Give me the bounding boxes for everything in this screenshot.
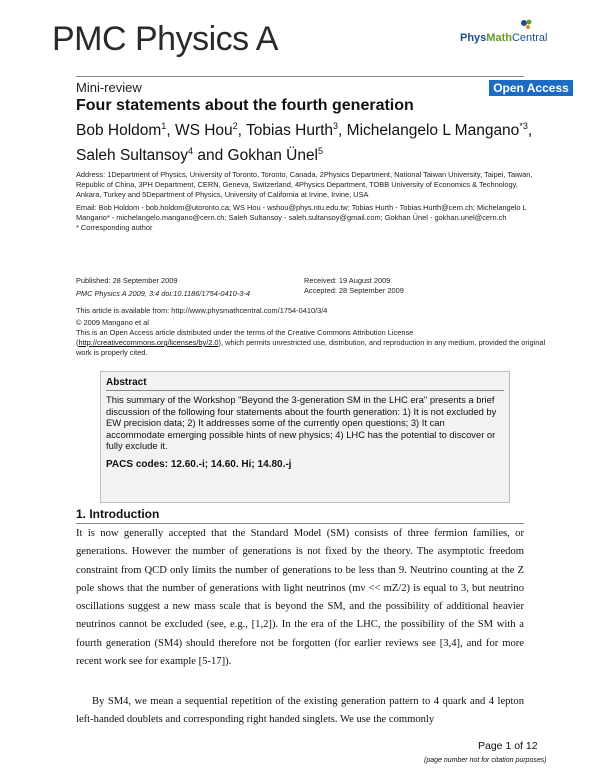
- authors-line-1: Bob Holdom$^1$, WS Hou$^2$, Tobias Hurth$^3$, Michelangelo L Mangano$^{*3}$,: [76, 121, 533, 140]
- journal-prefix: PMC: [52, 20, 135, 58]
- article-type: Mini-review: [76, 80, 142, 95]
- page-number: Page 1 of 12: [478, 740, 538, 752]
- copyright: © 2009 Mangano et al: [76, 318, 149, 327]
- author-address: Address: 1Department of Physics, University of Toronto, Toronto, Canada, 2Physics Department, National Taiwan University, Taipei, Taiwan, Republic of China, 3PH Department, CERN, Geneva, Switzerland, 4Physics Department, TOBB University of Economics & Technology, Ankara, Turkey and 5Department of Physics, University of California at Irvine, Irvine, USA: [76, 170, 533, 199]
- pacs-codes: PACS codes: 12.60.-i; 14.60. Hi; 14.80.-j: [106, 459, 292, 470]
- authors-line-2: Saleh Sultansoy$^4$ and Gokhan Ünel$^5$: [76, 146, 324, 165]
- journal-title: [52, 20, 278, 59]
- section-divider: [76, 523, 524, 524]
- license-link[interactable]: http://creativecommons.org/licenses/by/2.0: [78, 338, 219, 347]
- open-access-badge[interactable]: Open Access: [489, 80, 573, 96]
- accepted-date: Accepted: 28 September 2009: [304, 286, 404, 295]
- received-info: [304, 276, 504, 296]
- license-text: This is an Open Access article distributed under the terms of the Creative Commons Attribution License (http://creativecommons.org/licenses/by/2.0), which permits unrestricted use, distribution, and reproduction in any medium, provided the original work is properly cited.: [76, 328, 546, 357]
- intro-paragraph-1: It is now generally accepted that the Standard Model (SM) consists of three fermion families, or generations. However the number of generations is not fixed by the theory. The asymptotic freedom constraint from QCD only limits the number of generations to be less than 9. Neutrino counting at the Z pole shows that the number of generations with light neutrinos (mν << mZ/2) is equal to 3, but neutrino oscillations suggest a new mass scale that is beyond the SM, and the possibility of additional heavier neutrinos cannot be excluded (see, e.g., [1,2]). In the era of the LHC, the possibility of the SM with a fourth generation (SM4) should therefore not be forgotten (for earlier reviews see [3,4], and for more recent work see for example [5-17]).: [76, 528, 524, 668]
- citation: PMC Physics A 2009, 3:4 doi:10.1186/1754-0410-3-4: [76, 289, 250, 298]
- header-divider: [76, 76, 524, 77]
- author-list: [76, 116, 566, 166]
- published-date: Published: 28 September 2009: [76, 276, 178, 285]
- abstract-text: This summary of the Workshop "Beyond the 3-generation SM in the LHC era" presents a brief discussion of the following four statements about the fourth generation: 1) It is not excluded by EW precision data; 2) It addresses some of the currently open questions; 3) It can accommodate emerging possible hints of new physics; 4) LHC has the potential to discover or fully exclude it.: [106, 394, 497, 452]
- publication-info: [76, 276, 296, 299]
- received-date: Received: 19 August 2009: [304, 276, 391, 285]
- abstract-divider: [106, 390, 504, 391]
- section-heading: 1. Introduction: [76, 507, 160, 521]
- author-emails: Email: Bob Holdom - bob.holdom@utoronto.ca; WS Hou - wshou@phys.ntu.edu.tw; Tobias Hurth - Tobias.Hurth@cern.ch; Michelangelo L Mangano* - michelangelo.mangano@cern.ch; Saleh Sultansoy - saleh.sultansoy@gmail.com; Gokhan Ünel - gokhan.unel@cern.ch * Corresponding author: [76, 203, 542, 233]
- corresponding-note: * Corresponding author: [76, 223, 153, 232]
- article-url[interactable]: This article is available from: http://www.physmathcentral.com/1754-0410/3/4: [76, 306, 328, 315]
- journal-name: Physics A: [135, 20, 278, 58]
- publisher-logo: PhysMathCentral: [460, 32, 548, 44]
- intro-paragraph-2: By SM4, we mean a sequential repetition of the existing generation pattern to 4 quark and 4 lepton left-handed doublets and corresponding right handed singlets. We use the commonly: [76, 696, 524, 726]
- copyright-notice: [76, 318, 546, 358]
- article-title: Four statements about the fourth generation: [76, 97, 414, 114]
- page-number-note: (page number not for citation purposes): [424, 757, 547, 764]
- publisher-logo-icon: [520, 18, 534, 32]
- abstract-heading: Abstract: [106, 377, 147, 388]
